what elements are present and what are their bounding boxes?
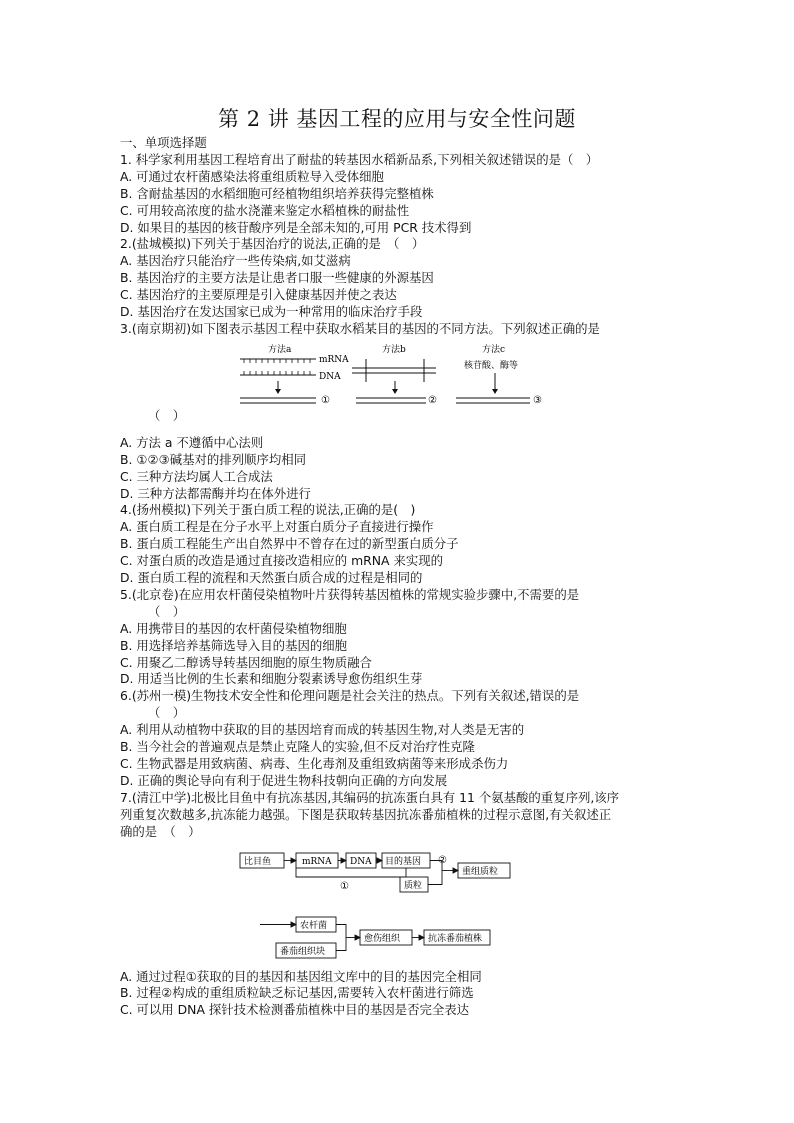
plasmid-label: 质粒	[404, 880, 423, 891]
fig7-mrna-label: mRNA	[302, 856, 332, 867]
question-6-option-b: B. 当今社会的普遍观点是禁止克隆人的实验,但不反对治疗性克隆	[120, 739, 475, 755]
question-1-option-d: D. 如果目的基因的核苷酸序列是全部未知的,可用 PCR 技术得到	[120, 219, 472, 235]
question-5-option-d: D. 用适当比例的生长素和细胞分裂素诱导愈伤组织生芽	[120, 671, 423, 687]
question-7-stem-line-3: 确的是 （ ）	[120, 823, 201, 839]
product-1-number: ①	[321, 394, 330, 404]
question-4-stem: 4.(扬州模拟)下列关于蛋白质工程的说法,正确的是( )	[120, 502, 416, 518]
fig7-dna-label: DNA	[350, 856, 372, 867]
question-6-option-a: A. 利用从动植物中获取的目的基因培育而成的转基因生物,对人类是无害的	[120, 722, 525, 738]
method-b-label: 方法b	[382, 344, 406, 355]
question-2-option-a: A. 基因治疗只能治疗一些传染病,如艾滋病	[120, 253, 351, 269]
plant-label: 抗冻番茄植株	[428, 933, 483, 944]
callus-label: 愈伤组织	[364, 933, 401, 944]
recombinant-label: 重组质粒	[462, 866, 499, 877]
reagents-label: 核苷酸、酶等	[464, 360, 519, 371]
question-3-stem: 3.(南京期初)如下图表示基因工程中获取水稻某目的基因的不同方法。下列叙述正确的是	[120, 320, 600, 336]
method-c-label: 方法c	[482, 344, 506, 355]
question-1-option-b: B. 含耐盐基因的水稻细胞可经植物组织培养获得完整植株	[120, 185, 434, 201]
product-2-number: ②	[428, 394, 437, 404]
figure-gene-methods	[120, 342, 680, 404]
question-2-option-d: D. 基因治疗在发达国家已成为一种常用的临床治疗手段	[120, 304, 423, 320]
spacer	[120, 425, 680, 435]
process-2-label: ②	[438, 854, 447, 866]
question-5-stem: 5.(北京卷)在应用农杆菌侵染植物叶片获得转基因植株的常规实验步骤中,不需要的是	[120, 586, 580, 602]
mrna-teeth	[244, 359, 310, 363]
question-4-option-c: C. 对蛋白质的改造是通过直接改造相应的 mRNA 来实现的	[120, 553, 444, 569]
question-6-option-c: C. 生物武器是用致病菌、病毒、生化毒剂及重组致病菌等来形成杀伤力	[120, 756, 509, 771]
question-6-option-d: D. 正确的舆论导向有利于促进生物科技朝向正确的方向发展	[120, 772, 448, 788]
dna-teeth	[244, 371, 310, 375]
agro-label: 农杆菌	[300, 920, 328, 931]
dna-label: DNA	[319, 371, 341, 382]
question-4-option-d: D. 蛋白质工程的流程和天然蛋白质合成的过程是相同的	[120, 570, 423, 586]
question-2-option-c: C. 基因治疗的主要原理是引入健康基因并使之表达	[120, 287, 397, 303]
question-1-option-c: C. 可用较高浓度的盐水浇灌来鉴定水稻植株的耐盐性	[120, 202, 410, 218]
tissue-label: 番茄组织块	[280, 946, 326, 957]
figure-antifreeze-tomato	[120, 845, 680, 965]
mrna-label: mRNA	[319, 354, 349, 365]
question-4-option-a: A. 蛋白质工程是在分子水平上对蛋白质分子直接进行操作	[120, 519, 434, 535]
question-body	[120, 135, 680, 1019]
process-1-label: ①	[340, 880, 349, 892]
question-6-stem: 6.(苏州一模)生物技术安全性和伦理问题是社会关注的热点。下列有关叙述,错误的是	[120, 688, 580, 704]
question-2-option-b: B. 基因治疗的主要方法是让患者口服一些健康的外源基因	[120, 270, 434, 286]
gene-label: 目的基因	[385, 856, 422, 867]
method-a-label: 方法a	[268, 344, 292, 355]
question-3-option-d: D. 三种方法都需酶并均在体外进行	[120, 485, 311, 501]
question-5-option-b: B. 用选择培养基筛选导入目的基因的细胞	[120, 637, 348, 653]
question-1-option-a: A. 可通过农杆菌感染法将重组质粒导入受体细胞	[120, 168, 384, 184]
method-b-arrowhead	[392, 389, 398, 394]
question-3-option-c: C. 三种方法均属人工合成法	[120, 468, 273, 484]
question-7-option-b: B. 过程②构成的重组质粒缺乏标记基因,需要转入农杆菌进行筛选	[120, 985, 474, 1001]
question-3-option-b: B. ①②③碱基对的排列顺序均相同	[120, 451, 306, 467]
question-4-option-b: B. 蛋白质工程能生产出自然界中不曾存在过的新型蛋白质分子	[120, 536, 459, 552]
question-7-stem-line-2: 列重复次数越多,抗冻能力越强。下图是获取转基因抗冻番茄植株的过程示意图,有关叙述正	[120, 806, 612, 822]
page-title: 第 2 讲 基因工程的应用与安全性问题	[218, 107, 576, 131]
question-1-stem: 1. 科学家利用基因工程培育出了耐盐的转基因水稻新品系,下列相关叙述错误的是（ ）	[120, 151, 599, 167]
question-5-bracket: （ ）	[148, 603, 186, 619]
method-a-arrowhead	[275, 389, 281, 394]
question-5-option-a: A. 用携带目的基因的农杆菌侵染植物细胞	[120, 620, 347, 636]
question-7-option-c: C. 可以用 DNA 探针技术检测番茄植株中目的基因是否完全表达	[120, 1002, 470, 1018]
question-5-option-c: C. 用聚乙二醇诱导转基因细胞的原生物质融合	[120, 654, 372, 670]
question-7-option-a: A. 通过过程①获取的目的基因和基因组文库中的目的基因完全相同	[120, 968, 482, 984]
question-2-stem: 2.(盐城模拟)下列关于基因治疗的说法,正确的是 （ ）	[120, 236, 425, 252]
fish-label: 比目鱼	[244, 856, 272, 867]
question-3-option-a: A. 方法 a 不遵循中心法则	[120, 434, 264, 450]
question-7-stem: 7.(清江中学)北极比目鱼中有抗冻基因,其编码的抗冻蛋白具有 11 个氨基酸的重复序列,该序	[120, 789, 620, 805]
flow-labels	[244, 855, 498, 957]
question-6-bracket: （ ）	[148, 705, 186, 721]
product-3-number: ③	[533, 394, 542, 404]
method-c-arrowhead	[492, 389, 498, 394]
question-3-bracket: （ ）	[148, 407, 186, 423]
section-heading: 一、单项选择题	[120, 135, 207, 150]
